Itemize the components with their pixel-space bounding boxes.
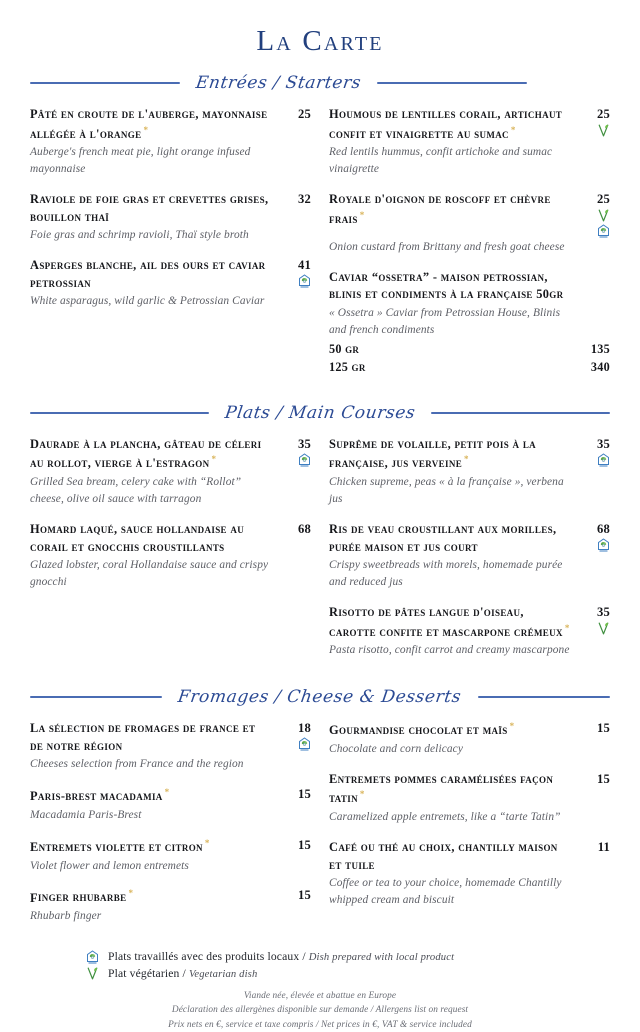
menu-item-header <box>329 269 610 304</box>
menu-item-header <box>30 786 311 806</box>
vegetarian-icon <box>597 208 610 223</box>
column-right <box>329 720 610 922</box>
column-right <box>329 436 610 672</box>
menu-item-description: Chocolate and corn delicacy <box>329 742 463 755</box>
menu-item-name: Finger rhubarbe * <box>30 888 133 905</box>
menu-item-name: Houmous de lentilles corail, artichaut confit et vinaigrette au sumac * <box>329 106 563 141</box>
menu-item-badges <box>576 538 610 552</box>
menu-item <box>329 771 610 826</box>
menu-item-description: Caramelized apple entremets, like a “tarte Tatin” <box>329 811 561 824</box>
menu-item-description: Coffee or tea to your choice, homemade Chantilly whipped cream and biscuit <box>329 877 562 907</box>
menu-item-description: Grilled Sea bream, celery cake with “Rollot” cheese, olive oil sauce with tarragon <box>30 476 242 506</box>
legend-label-en: Dish prepared with local product <box>308 952 455 964</box>
menu-item-name: Royale d'oignon de roscoff et chèvre frais * <box>329 191 551 226</box>
menu-sections <box>30 68 610 938</box>
menu-item-description: Glazed lobster, coral Hollandaise sauce and crispy gnocchi <box>30 559 269 589</box>
menu-item-name: Caviar “ossetra” - maison petrossian, blinis et condiments à la française 50gr <box>329 269 564 302</box>
menu-item <box>30 887 311 925</box>
footnotes <box>30 989 610 1032</box>
menu-item-description: Rhubarb finger <box>30 910 102 923</box>
menu-item-meta <box>277 436 311 467</box>
menu-item-description: Cheeses selection from France and the region <box>30 758 244 771</box>
menu-item-meta <box>576 839 610 855</box>
menu-item-header <box>329 720 610 740</box>
menu-item <box>329 604 610 659</box>
menu-item <box>30 436 311 508</box>
menu-item-name: Entremets violette et citron * <box>30 837 210 854</box>
menu-item-price: 11 <box>597 839 610 854</box>
menu-item <box>30 786 311 824</box>
menu-item-price: 18 <box>298 721 311 736</box>
section-starters <box>30 68 610 388</box>
menu-item-meta <box>277 720 311 751</box>
local-product-icon <box>597 224 610 238</box>
menu-item-header <box>30 837 311 857</box>
menu-item-price: 35 <box>597 604 610 619</box>
menu-item-badges <box>576 208 610 238</box>
section-cheese-desserts <box>30 682 610 938</box>
menu-item-name: Daurade à la plancha, gâteau de céleri au rollot, vierge à l'estragon * <box>30 436 262 471</box>
menu-item-meta <box>277 106 311 122</box>
menu-item-price: 15 <box>597 721 610 736</box>
menu-item-meta <box>277 191 311 207</box>
menu-item-price: 25 <box>597 191 610 206</box>
menu-item-meta <box>576 771 610 787</box>
menu-item-description: White asparagus, wild garlic & Petrossian Caviar <box>30 295 265 308</box>
menu-item-header <box>30 191 311 226</box>
menu-item-name: Café ou thé au choix, chantilly maison et tuile <box>329 839 558 872</box>
menu-item <box>30 521 311 591</box>
menu-item-description: Foie gras and schrimp ravioli, Thaï style broth <box>30 229 249 242</box>
menu-item-price: 68 <box>298 521 311 536</box>
local-marker-icon: * <box>510 124 516 135</box>
menu-item-name: Pâté en croute de l'auberge, mayonnaise allégée à l'orange * <box>30 106 268 141</box>
footnote: Prix nets en €, service et taxe compris / Net prices in €, VAT & service included <box>168 1019 472 1030</box>
menu-item-name: La sélection de fromages de france et de notre région <box>30 721 256 753</box>
legend-label <box>108 967 257 980</box>
menu-item-description: Red lentils hummus, confit artichoke and sumac vinaigrette <box>329 146 553 176</box>
menu-item-header <box>30 257 311 292</box>
menu-item-description: Violet flower and lemon entremets <box>30 859 189 872</box>
menu-item-header <box>329 771 610 808</box>
menu-item-badges <box>576 123 610 138</box>
size-label: 125 gr <box>329 359 366 374</box>
menu-item <box>329 106 610 178</box>
legend-label <box>108 950 454 963</box>
menu-item-header <box>329 839 610 874</box>
menu-item <box>30 837 311 875</box>
footnote: Déclaration des allergènes disponible sur demande / Allergens list on request <box>171 1005 469 1016</box>
menu-item-price: 68 <box>597 521 610 536</box>
menu-item <box>329 191 610 256</box>
menu-item-price: 32 <box>298 191 311 206</box>
local-product-icon <box>298 274 311 288</box>
menu-item-name: Homard laqué, sauce hollandaise au corail et gnocchis croustillants <box>30 521 245 554</box>
menu-item-name: Suprême de volaille, petit pois à la française, jus verveine * <box>329 436 537 471</box>
menu-item-header <box>30 521 311 556</box>
divider-left <box>30 412 209 414</box>
menu-item-price: 25 <box>298 106 311 121</box>
menu-item-description: Chicken supreme, peas « à la française », verbena jus <box>329 476 564 506</box>
menu-item-description: Auberge's french meat pie, light orange infused mayonnaise <box>30 146 251 176</box>
menu-item-meta <box>576 604 610 636</box>
section-header <box>30 682 610 712</box>
legend-row <box>86 948 610 965</box>
menu-item-name: Ris de veau croustillant aux morilles, purée maison et jus court <box>329 521 557 554</box>
masthead <box>30 26 610 58</box>
section-columns <box>30 720 610 938</box>
menu-item-description: Macadamia Paris-Brest <box>30 808 142 821</box>
menu-item-badges <box>576 453 610 467</box>
menu-item-meta <box>576 269 610 270</box>
menu-item-header <box>329 106 610 143</box>
menu-item <box>329 436 610 508</box>
section-title: Fromages / Cheese & Desserts <box>177 687 463 708</box>
menu-item <box>329 720 610 758</box>
menu-item-meta <box>277 521 311 537</box>
local-product-icon <box>298 737 311 751</box>
section-header <box>30 68 610 98</box>
vegetarian-icon <box>597 123 610 138</box>
local-product-icon <box>86 950 99 964</box>
local-marker-icon: * <box>359 209 365 220</box>
menu-item-badges <box>277 453 311 467</box>
menu-item-header <box>329 604 610 641</box>
divider-left <box>30 82 180 84</box>
menu-item-meta <box>277 887 311 903</box>
menu-item-meta <box>576 436 610 467</box>
menu-item-price: 15 <box>298 837 311 852</box>
menu-item-meta <box>277 786 311 802</box>
local-marker-icon: * <box>564 622 570 633</box>
menu-item <box>30 191 311 244</box>
column-right <box>329 106 610 388</box>
local-marker-icon: * <box>128 888 133 899</box>
footnote: Viande née, élevée et abattue en Europe <box>243 991 397 1002</box>
local-marker-icon: * <box>464 454 469 465</box>
menu-item-header <box>30 720 311 755</box>
menu-item-header <box>30 106 311 143</box>
section-columns <box>30 436 610 672</box>
menu-item <box>329 839 610 909</box>
column-left <box>30 436 311 604</box>
column-left <box>30 720 311 938</box>
legend-row <box>86 965 610 982</box>
menu-item-name: Raviole de foie gras et crevettes grises, bouillon thaï <box>30 191 269 224</box>
menu-item-name: Gourmandise chocolat et maïs * <box>329 721 515 738</box>
section-header <box>30 398 610 428</box>
menu-item-price: 25 <box>597 106 610 121</box>
legend-label-fr: Plat végétarien / <box>108 967 189 981</box>
menu-item-price: 15 <box>597 771 610 786</box>
menu-item-price: 41 <box>298 258 311 273</box>
vegetarian-icon <box>86 966 99 981</box>
menu-item-header <box>30 436 311 473</box>
size-price: 135 <box>590 341 610 356</box>
menu-item-price: 15 <box>298 888 311 903</box>
menu-item-size-row <box>329 360 610 375</box>
menu-item-meta <box>576 191 610 238</box>
local-product-icon <box>597 453 610 467</box>
section-columns <box>30 106 610 388</box>
menu-item-name: Entremets pommes caramélisées façon tatin * <box>329 771 554 806</box>
menu-item-size-row <box>329 342 610 357</box>
menu-item-price: 35 <box>597 436 610 451</box>
vegetarian-icon <box>597 621 610 636</box>
divider-right <box>377 82 527 84</box>
menu-item-meta <box>277 257 311 288</box>
size-price: 340 <box>590 359 610 374</box>
menu-item <box>329 521 610 591</box>
menu-item-name: Paris-brest macadamia * <box>30 787 170 804</box>
divider-right <box>431 412 610 414</box>
legend-label-en: Vegetarian dish <box>188 969 258 981</box>
menu-item-price: 15 <box>298 787 311 802</box>
menu-item <box>30 720 311 773</box>
legend <box>30 948 610 982</box>
menu-item-description: Pasta risotto, confit carrot and creamy mascarpone <box>329 644 570 657</box>
menu-item-meta <box>576 521 610 552</box>
menu-item-meta <box>277 837 311 853</box>
menu-item-header <box>329 191 610 238</box>
page-title: La Carte <box>256 25 384 57</box>
menu-item <box>30 257 311 310</box>
menu-item-price: 35 <box>298 436 311 451</box>
menu-item-name: Asperges blanche, ail des ours et caviar petrossian <box>30 258 266 290</box>
menu-item-badges <box>277 274 311 288</box>
menu-item-name: Risotto de pâtes langue d'oiseau, carotte confite et mascarpone crémeux * <box>329 604 570 639</box>
section-title: Entrées / Starters <box>194 72 363 93</box>
local-marker-icon: * <box>509 721 515 732</box>
menu-item-header <box>30 887 311 907</box>
menu-item-description: Crispy sweetbreads with morels, homemade purée and reduced jus <box>329 559 563 589</box>
menu-item-header <box>329 521 610 556</box>
local-product-icon <box>597 538 610 552</box>
menu-item-header <box>329 436 610 473</box>
column-left <box>30 106 311 323</box>
local-marker-icon: * <box>143 124 148 135</box>
local-marker-icon: * <box>211 454 216 465</box>
menu-item-meta <box>576 106 610 138</box>
section-mains <box>30 398 610 672</box>
menu-item-description: « Ossetra » Caviar from Petrossian House, Blinis and french condiments <box>329 307 561 336</box>
local-product-icon <box>298 453 311 467</box>
menu-item <box>30 106 311 178</box>
divider-right <box>478 696 610 698</box>
section-title: Plats / Main Courses <box>223 402 417 423</box>
local-marker-icon: * <box>164 787 170 798</box>
menu-item-meta <box>576 720 610 736</box>
legend-label-fr: Plats travaillés avec des produits locaux / <box>108 950 309 964</box>
menu-item-description: Onion custard from Brittany and fresh goat cheese <box>329 240 565 253</box>
menu-item <box>329 269 610 375</box>
menu-item-badges <box>277 737 311 751</box>
local-marker-icon: * <box>204 837 210 848</box>
size-label: 50 gr <box>329 341 360 356</box>
divider-left <box>30 696 162 698</box>
menu-item-badges <box>576 621 610 636</box>
local-marker-icon: * <box>359 789 365 800</box>
